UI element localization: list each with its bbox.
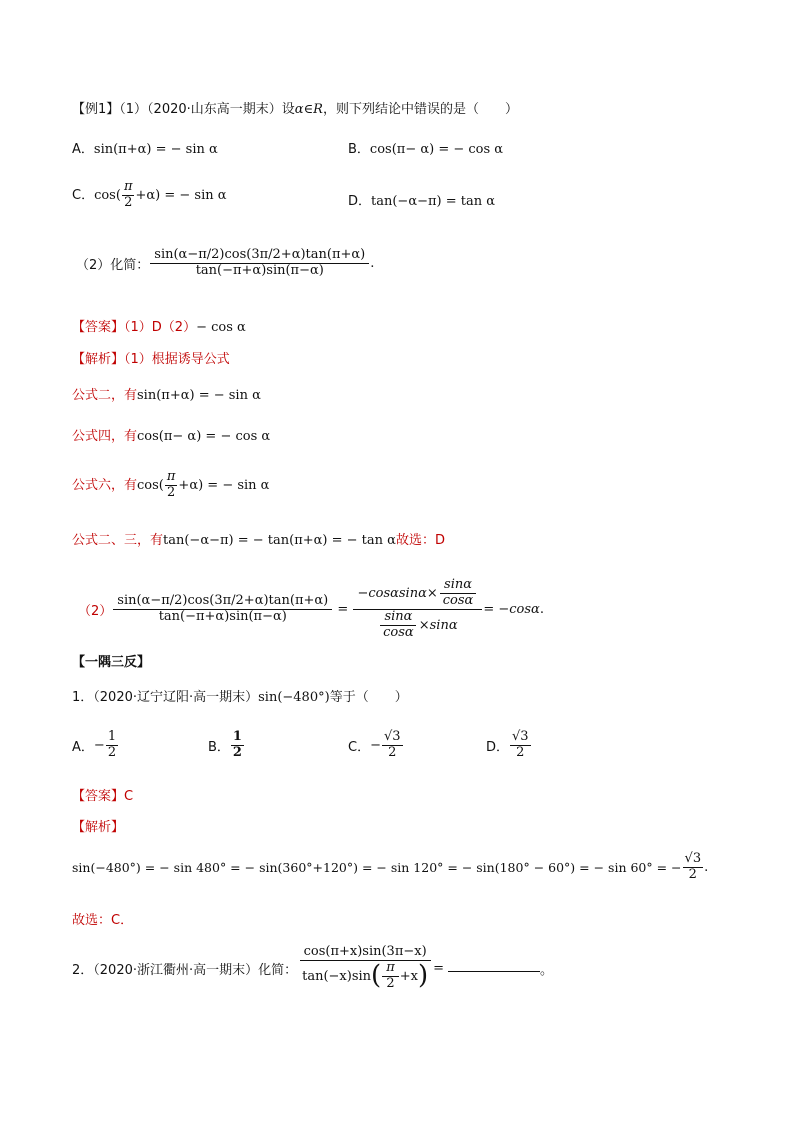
solution-lhs-fraction	[113, 594, 332, 625]
solution-result: = −cosα	[483, 601, 540, 617]
practice-option-d-label: D．	[486, 739, 510, 755]
question2-fraction	[150, 248, 369, 279]
right-paren: )	[417, 960, 429, 991]
fraction-denominator	[298, 961, 432, 992]
practice-answer-text: C	[124, 789, 134, 804]
fraction-numerator: π	[123, 179, 133, 194]
fraction-numerator: 1	[107, 729, 117, 744]
example1-question2	[76, 248, 374, 279]
fraction-numerator: √3	[684, 851, 702, 866]
fraction-numerator: 1	[232, 729, 242, 744]
answer-text: （1）D（2）	[124, 320, 197, 335]
formula-four-label: 公式四，有	[72, 429, 138, 444]
question2-prefix: （2）化简：	[76, 257, 150, 273]
fraction-numerator: sin(α−π/2)cos(3π/2+α)tan(π+α)	[150, 248, 369, 264]
solution-end: .	[539, 601, 544, 617]
practice-q2-prefix: 2．（2020·浙江衢州·高一期末）化简：	[72, 962, 298, 978]
practice-option-d-fraction	[510, 730, 531, 761]
solution-two-label: （2）	[78, 603, 113, 619]
fraction-denominator: 2	[516, 744, 525, 760]
question2-end: .	[370, 255, 375, 271]
analysis-label: 【解析】	[72, 352, 125, 367]
fraction-numerator: cos(π+x)sin(3π−x)	[300, 945, 431, 961]
practice-option-c-label: C．	[348, 739, 371, 755]
calculation-fraction	[683, 852, 704, 883]
question-suffix: ，则下列结论中错误的是（ ）	[322, 102, 518, 117]
option-a-label: A．	[72, 142, 94, 157]
practice-q1-prefix: 1．（2020·辽宁辽阳·高一期末）	[72, 690, 259, 705]
nested-denominator: cosα	[442, 592, 474, 608]
denominator-part-b: +x	[399, 968, 418, 984]
formula-two-three-suffix: 故选：D	[395, 533, 445, 548]
practice-option-a	[72, 730, 119, 761]
denominator-part: ×sinα	[418, 617, 458, 633]
fraction-denominator: 2	[688, 866, 697, 882]
numerator-part: −cosαsinα×	[357, 585, 438, 601]
example1-answer	[72, 320, 246, 336]
nested-denominator: cosα	[383, 624, 414, 640]
formula-two-expr: sin(π+α) = − sin α	[137, 388, 261, 403]
solution-rhs-fraction	[353, 578, 482, 641]
fraction-denominator: 2	[124, 194, 133, 210]
practice-option-d	[486, 730, 532, 761]
fraction-denominator: 2	[107, 744, 117, 760]
fraction-denominator: 2	[232, 744, 242, 760]
left-paren: (	[371, 960, 382, 991]
option-b-expr: cos(π− α) = − cos α	[369, 142, 504, 157]
option-d-label: D．	[348, 194, 372, 209]
nested-numerator: sinα	[380, 610, 416, 626]
practice-answer	[72, 789, 133, 805]
nested-fraction	[439, 578, 478, 609]
fraction-denominator: tan(−π+α)sin(π−α)	[158, 608, 287, 624]
denominator-part: tan(−x)sin	[302, 968, 372, 984]
fraction-numerator: √3	[512, 729, 529, 744]
practice-calculation	[72, 852, 708, 883]
fraction-denominator: tan(−π+α)sin(π−α)	[195, 262, 324, 278]
option-d-expr: tan(−α−π) = tan α	[371, 194, 496, 209]
practice-option-a-fraction	[106, 730, 118, 761]
option-c	[72, 180, 227, 211]
practice-q2-fraction	[298, 945, 432, 992]
answer-blank[interactable]	[448, 971, 540, 972]
solution-two	[78, 578, 544, 641]
practice-question2	[72, 945, 553, 992]
practice-option-a-sign: −	[93, 737, 105, 753]
example1-analysis	[72, 352, 230, 368]
formula-six-fraction	[165, 470, 178, 501]
practice-q2-end: 。	[540, 962, 554, 978]
option-c-label: C．	[72, 187, 95, 203]
option-a-expr: sin(π+α) = − sin α	[93, 142, 218, 157]
formula-four-expr: cos(π− α) = − cos α	[137, 429, 271, 444]
calculation-expr: sin(−480°) = − sin 480° = − sin(360°+120°) = − sin 120° = − sin(180° − 60°) = − sin 60° = −	[72, 859, 682, 875]
practice-choose-text: 故选：C．	[72, 913, 134, 928]
formula-two-three-label: 公式二、三，有	[72, 533, 164, 548]
fraction-numerator: sin(α−π/2)cos(3π/2+α)tan(π+α)	[113, 594, 332, 610]
practice-heading-text: 【一隅三反】	[72, 655, 151, 670]
nested-numerator: π	[382, 961, 399, 977]
fraction-numerator	[353, 578, 482, 610]
option-a	[72, 138, 218, 157]
formula-two	[72, 388, 261, 404]
calculation-end: .	[704, 859, 709, 875]
option-c-pre: cos(	[94, 187, 121, 203]
fraction-numerator: π	[166, 469, 176, 484]
formula-six-post: +α) = − sin α	[178, 477, 270, 493]
practice-option-c-fraction	[382, 730, 403, 761]
nested-fraction	[379, 610, 418, 641]
nested-numerator: sinα	[440, 578, 476, 594]
option-c-post: +α) = − sin α	[135, 187, 227, 203]
practice-heading	[72, 655, 150, 671]
practice-choose	[72, 913, 133, 929]
fraction-numerator: √3	[383, 729, 401, 744]
formula-six	[72, 470, 269, 501]
answer-expr: − cos α	[196, 320, 246, 335]
practice-q1-expr: sin(−480°)	[258, 690, 330, 705]
question-prefix: （1）（2020·山东高一期末）设	[119, 102, 295, 117]
equals-sign: =	[333, 601, 353, 617]
practice-answer-label: 【答案】	[72, 789, 125, 804]
option-c-fraction	[122, 180, 135, 211]
option-b	[348, 138, 503, 157]
example1-question1	[72, 102, 518, 118]
practice-question1	[72, 690, 408, 706]
formula-six-label: 公式六，有	[72, 477, 138, 493]
practice-analysis-label: 【解析】	[72, 820, 125, 835]
formula-two-label: 公式二，有	[72, 388, 138, 403]
fraction-denominator	[374, 610, 461, 641]
practice-option-c	[348, 730, 404, 761]
practice-analysis	[72, 820, 124, 836]
practice-q2-eq: =	[433, 960, 445, 976]
nested-denominator: 2	[386, 975, 395, 991]
formula-two-three	[72, 533, 445, 549]
practice-option-b-fraction	[231, 730, 244, 761]
fraction-denominator: 2	[167, 484, 176, 500]
question-variable: α∈R	[294, 102, 323, 117]
example-heading: 【例1】	[72, 102, 120, 117]
formula-four	[72, 429, 270, 445]
nested-fraction	[382, 961, 399, 992]
practice-option-b-label: B．	[208, 739, 230, 755]
formula-six-pre: cos(	[137, 477, 164, 493]
analysis-text: （1）根据诱导公式	[124, 352, 230, 367]
fraction-denominator: 2	[388, 744, 397, 760]
option-b-label: B．	[348, 142, 370, 157]
practice-option-c-sign: −	[370, 737, 381, 753]
formula-two-three-expr: tan(−α−π) = − tan(π+α) = − tan α	[163, 533, 396, 548]
practice-q1-suffix: 等于（ ）	[329, 690, 408, 705]
option-d	[348, 190, 495, 209]
answer-label: 【答案】	[72, 320, 125, 335]
practice-option-a-label: A．	[72, 739, 94, 755]
practice-option-b	[208, 730, 245, 761]
